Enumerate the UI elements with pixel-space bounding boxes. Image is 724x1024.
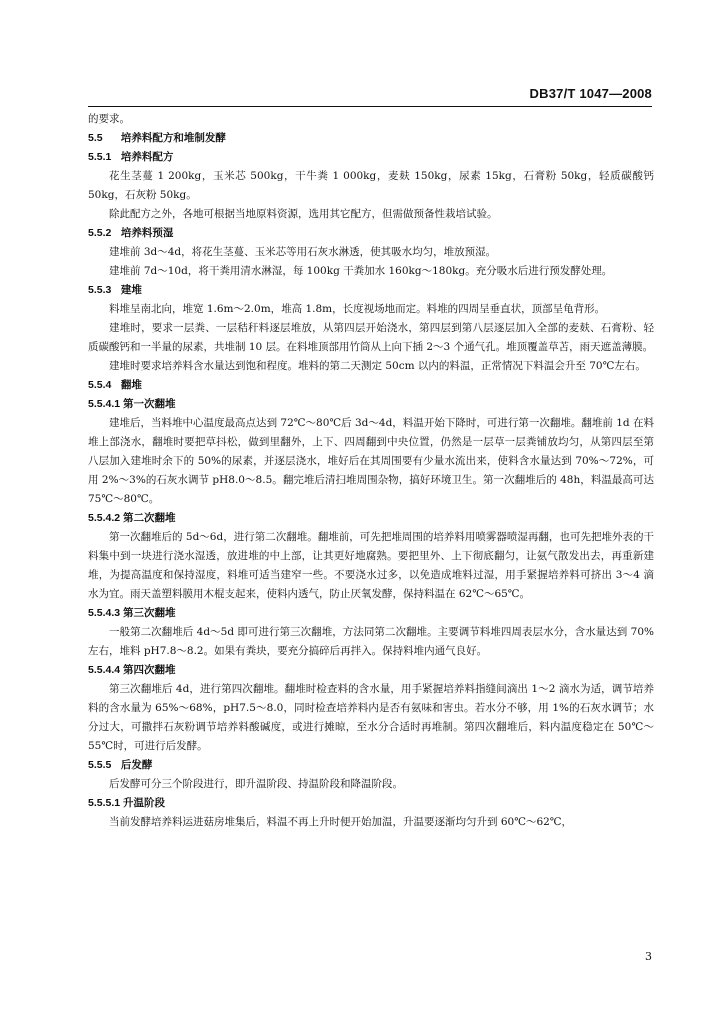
section-title: 第二次翻堆 bbox=[123, 512, 176, 524]
header-rule bbox=[88, 106, 652, 107]
paragraph: 第三次翻堆后 4d，进行第四次翻堆。翻堆时检查料的含水量，用手紧握培养料指缝间滴出 1～2 滴水为适，调节培养料的含水量为 65%～68%，pH7.5～8.0，同时检查培养料内是否有氨味和害虫。若水分不够，用 1%的石灰水调节；水分过大，可撒拌石灰粉调节培养料酸碱度，或进行摊晾，至水分合适时再堆制。第四次翻堆后，料内温度稳定在 50℃～55℃时，可进行后发酵。 bbox=[88, 683, 654, 752]
section-number: 5.5 bbox=[88, 132, 103, 144]
paragraph: 建堆时，要求一层粪、一层秸秆料逐层堆放，从第四层开始浇水，第四层到第八层逐层加入全部的麦麸、石膏粉、轻质碳酸钙和一半量的尿素，共堆制 10 层。在料堆顶部用竹筒从上向下插 2～3 个通气孔。堆顶覆盖草苫，雨天遮盖薄膜。 bbox=[88, 322, 654, 353]
section-heading bbox=[88, 509, 654, 528]
section-heading bbox=[88, 148, 654, 167]
paragraph: 建堆前 3d～4d，将花生茎蔓、玉米芯等用石灰水淋透，使其吸水均匀，堆放预湿。 bbox=[109, 246, 497, 258]
section-number: 5.5.4.3 bbox=[88, 607, 121, 619]
section-title: 第一次翻堆 bbox=[123, 398, 176, 410]
section-heading bbox=[88, 224, 654, 243]
section-title: 培养料预湿 bbox=[120, 227, 174, 239]
section-number: 5.5.4 bbox=[88, 379, 112, 391]
section-heading bbox=[88, 661, 654, 680]
section-heading bbox=[88, 794, 654, 813]
section-heading bbox=[88, 376, 654, 395]
section-title: 培养料配方 bbox=[120, 151, 174, 163]
paragraph: 一般第二次翻堆后 4d～5d 即可进行第三次翻堆，方法同第二次翻堆。主要调节料堆四周表层水分，含水量达到 70%左右，堆料 pH7.8～8.2。如果有粪块，要充分搞碎后再拌入。保持料堆内通气良好。 bbox=[88, 626, 654, 657]
paragraph: 建堆时要求培养料含水量达到饱和程度。堆料的第二天测定 50cm 以内的料温，正常情况下料温会升至 70℃左右。 bbox=[109, 360, 646, 372]
paragraph: 的要求。 bbox=[88, 113, 130, 125]
section-number: 5.5.5.1 bbox=[88, 797, 121, 809]
paragraph: 第一次翻堆后的 5d～6d，进行第二次翻堆。翻堆前，可先把堆周围的培养料用喷雾器喷湿再翻，也可先把堆外表的干料集中到一块进行浇水湿透，放进堆的中上部，让其更好地腐熟。要把里外、上下彻底翻匀，让氨气散发出去，再重新建堆，为提高温度和保持湿度，料堆可适当建窄一些。不要浇水过多，以免造成堆料过湿，用手紧握培养料可挤出 3～4 滴水为宜。雨天盖塑料膜用木棍支起来，使料内透气，防止厌氧发酵，保持料温在 62℃～65℃。 bbox=[88, 531, 654, 600]
paragraph: 建堆前 7d～10d，将干粪用清水淋湿，每 100kg 干粪加水 160kg～180kg。充分吸水后进行预发酵处理。 bbox=[109, 265, 613, 277]
section-title: 翻堆 bbox=[120, 379, 142, 391]
document-body bbox=[88, 110, 654, 832]
section-number: 5.5.4.1 bbox=[88, 398, 121, 410]
section-heading bbox=[88, 756, 654, 775]
section-title: 升温阶段 bbox=[123, 797, 166, 809]
paragraph: 除此配方之外，各地可根据当地原料资源，选用其它配方，但需做预备性栽培试验。 bbox=[109, 208, 498, 220]
section-heading bbox=[88, 395, 654, 414]
section-number: 5.5.5 bbox=[88, 759, 112, 771]
paragraph: 建堆后，当料堆中心温度最高点达到 72℃～80℃后 3d～4d，料温开始下降时，可进行第一次翻堆。翻堆前 1d 在料堆上部浇水，翻堆时要把草抖松，做到里翻外，上下、四周翻到中央位置，仍然是一层草一层粪铺放均匀，从第四层至第八层加入建堆时余下的 50%的尿素，并逐层浇水，堆好后在其周围要有少量水流出来，使料含水量达到 70%～72%，可用 2%～3%的石灰水调节 pH8.0～8.5。翻完堆后清扫堆周围杂物，搞好环境卫生。第一次翻堆后的 48h，料温最高可达 75℃～80℃。 bbox=[88, 417, 654, 505]
paragraph: 后发酵可分三个阶段进行，即升温阶段、持温阶段和降温阶段。 bbox=[109, 778, 403, 790]
section-number: 5.5.4.4 bbox=[88, 664, 121, 676]
section-number: 5.5.1 bbox=[88, 151, 112, 163]
standard-code: DB37/T 1047—2008 bbox=[529, 86, 652, 101]
paragraph: 料堆呈南北向，堆宽 1.6m～2.0m，堆高 1.8m，长度视场地而定。料堆的四周呈垂直状，顶部呈龟背形。 bbox=[109, 303, 606, 315]
section-title: 后发酵 bbox=[120, 759, 153, 771]
section-title: 第三次翻堆 bbox=[123, 607, 176, 619]
paragraph: 花生茎蔓 1 200kg，玉米芯 500kg，干牛粪 1 000kg，麦麸 150kg，尿素 15kg，石膏粉 50kg，轻质碳酸钙 50kg，石灰粉 50kg。 bbox=[88, 170, 654, 201]
section-title: 第四次翻堆 bbox=[123, 664, 176, 676]
section-heading bbox=[88, 281, 654, 300]
section-heading bbox=[88, 129, 654, 148]
section-heading bbox=[88, 604, 654, 623]
section-number: 5.5.3 bbox=[88, 284, 112, 296]
paragraph: 当前发酵培养料运进菇房堆集后，料温不再上升时便开始加温，升温要逐渐均匀升到 60℃～62℃， bbox=[109, 816, 573, 828]
section-title: 培养料配方和堆制发酵 bbox=[120, 132, 226, 144]
page-number: 3 bbox=[645, 950, 652, 963]
section-number: 5.5.4.2 bbox=[88, 512, 121, 524]
section-title: 建堆 bbox=[120, 284, 142, 296]
section-number: 5.5.2 bbox=[88, 227, 112, 239]
